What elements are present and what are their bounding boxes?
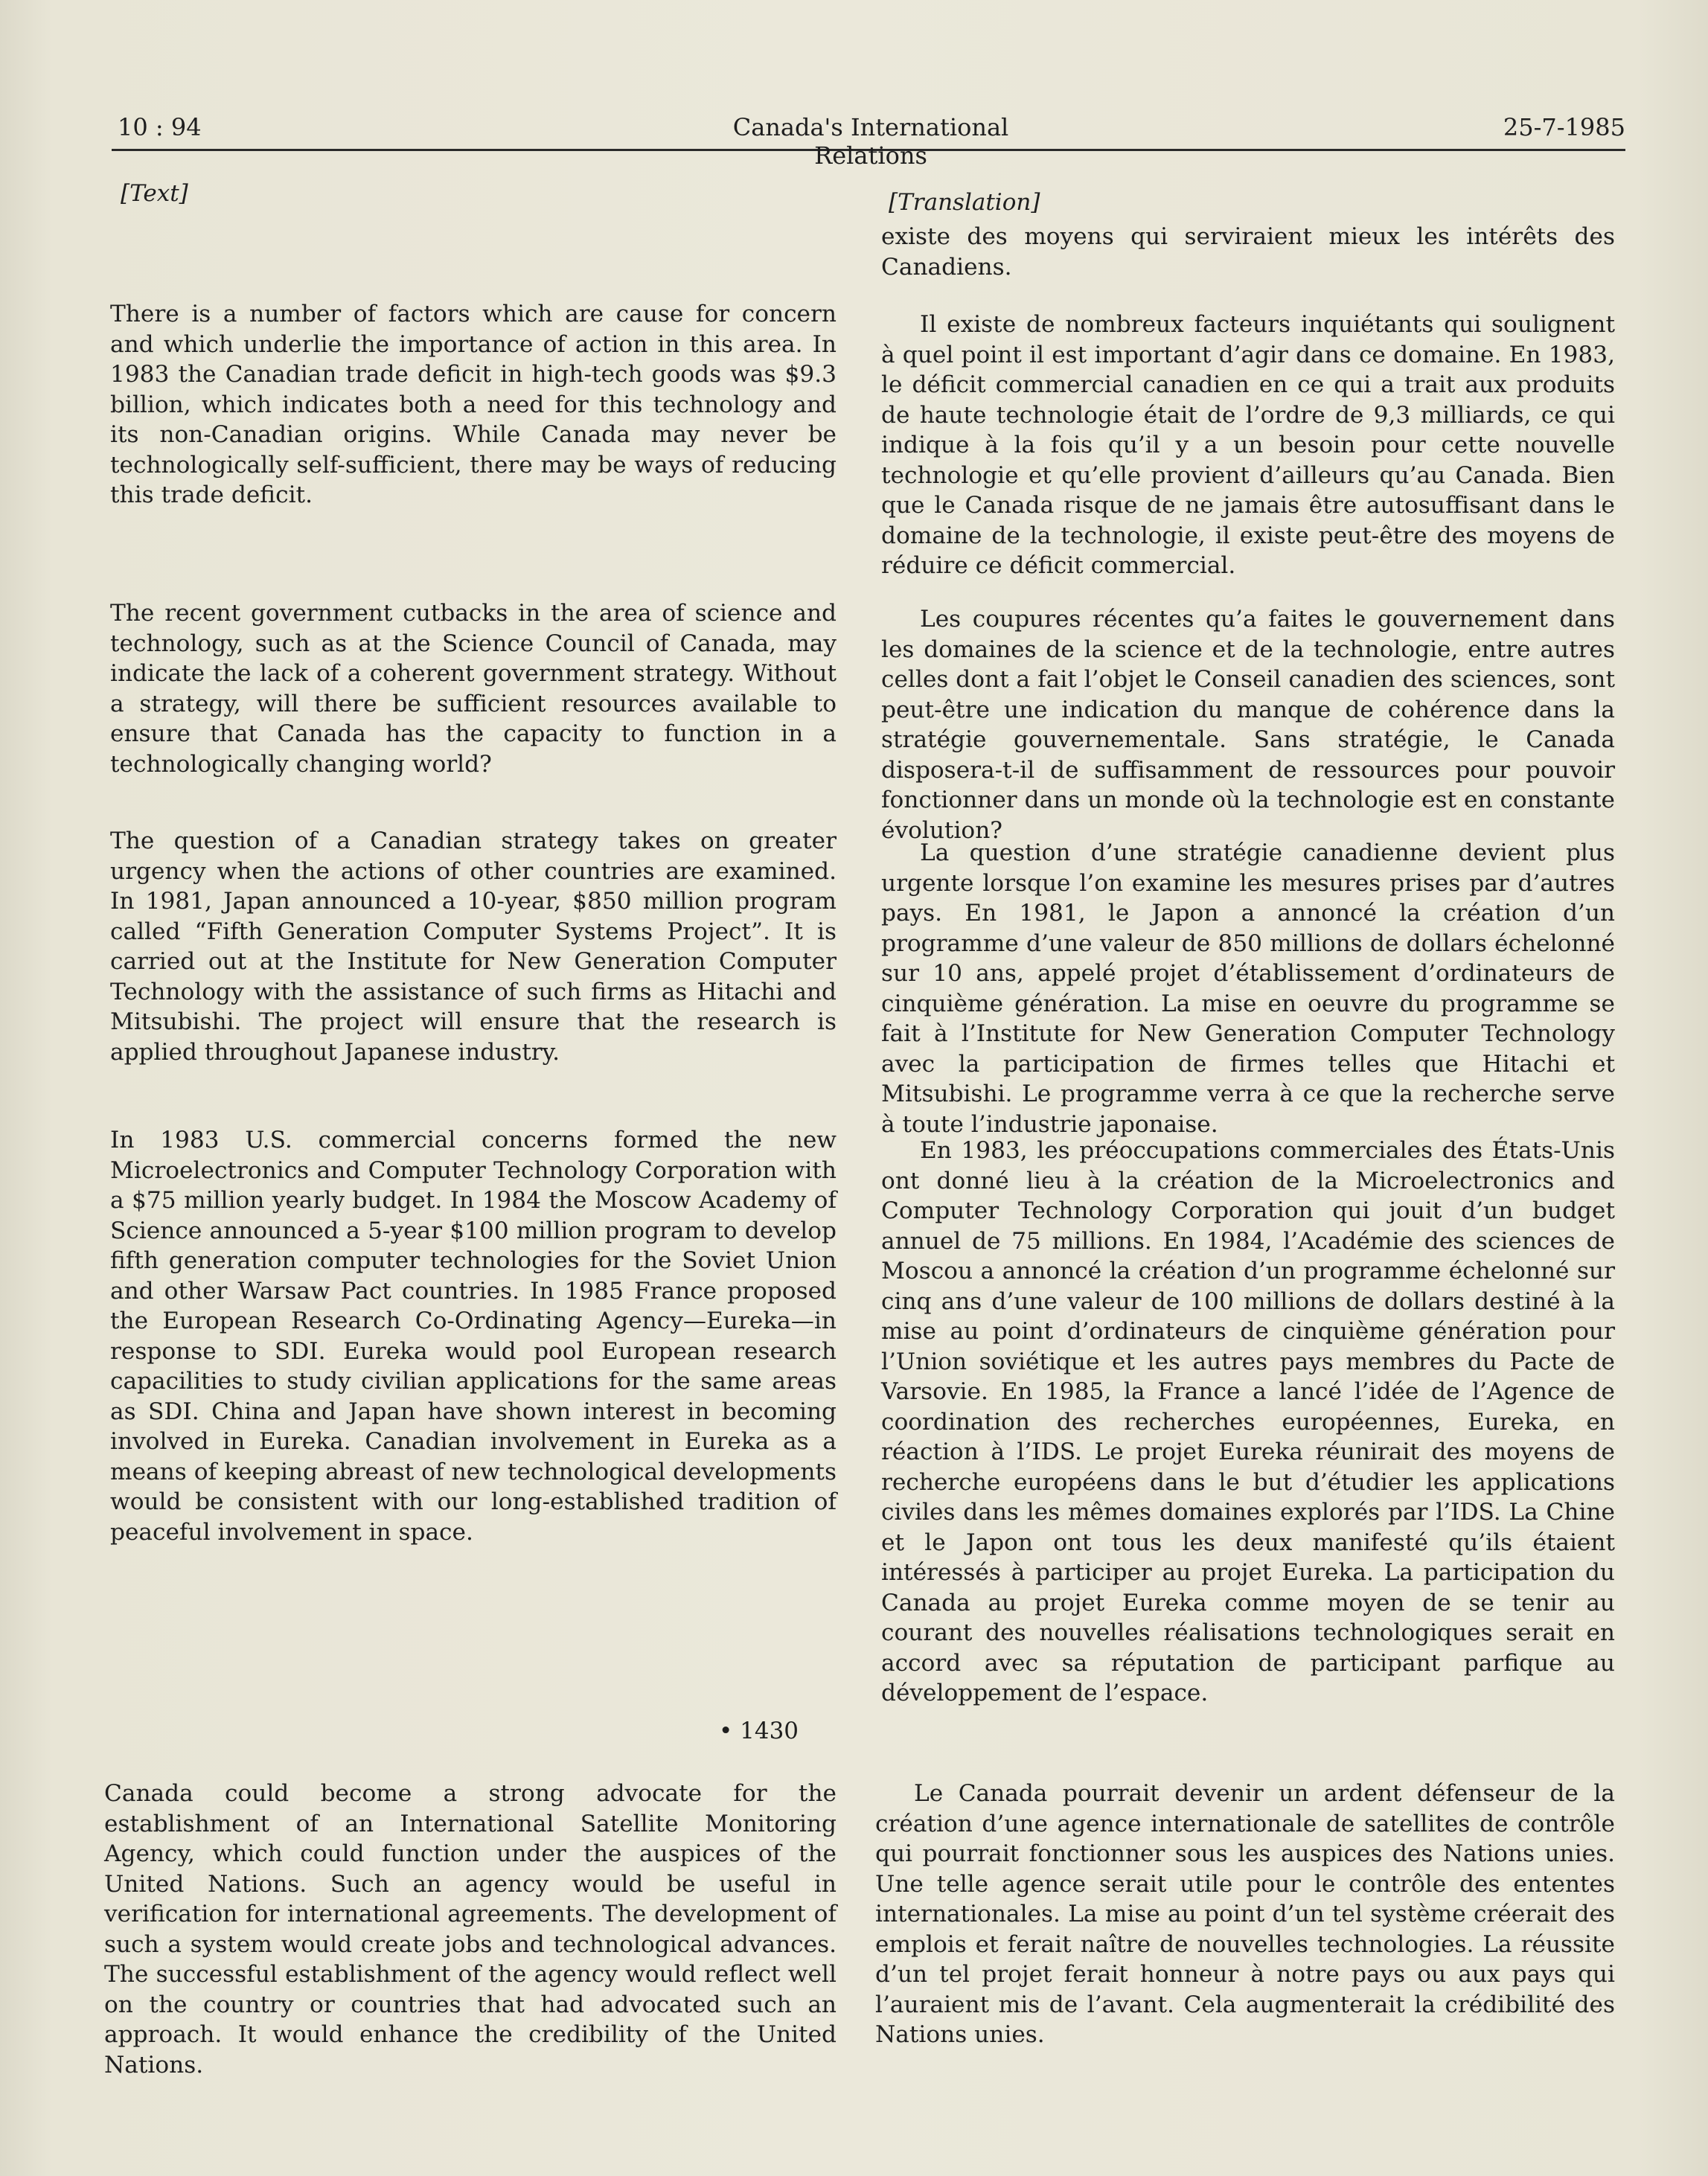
french-paragraph-1: existe des moyens qui serviraient mieux les intérêts des Canadiens. bbox=[881, 223, 1615, 281]
french-paragraph-2: Il existe de nombreux facteurs inquiétants qui soulignent à quel point il est important d’agir dans ce domaine. En 1983, le déficit commercial canadien en ce qui a trait aux produits de haute technologie était de l’ordre de 9,3 milliards, ce qui indique à la fois qu’il y a un besoin pour cette nouvelle technologie et qu’elle provient d’ailleurs qu’au Canada. Bien que le Canada risque de ne jamais être autosuffisant dans le domaine de la technologie, il existe peut-être des moyens de réduire ce déficit commercial. bbox=[881, 311, 1615, 579]
english-paragraph-5: Canada could become a strong advocate for the establishment of an International Satellite Monitoring Agency, which could function under the auspices of the United Nations. Such an agency would be useful in verification for international agreements. The development of such a system would create jobs and technological advances. The successful establishment of the agency would reflect well on the country or countries that had advocated such an approach. It would enhance the credibility of the United Nations. bbox=[104, 1780, 837, 2079]
english-paragraph-2: The recent government cutbacks in the area of science and technology, such as at the Science Council of Canada, may indicate the lack of a coherent government strategy. Without a strategy, will there be sufficient resources available to ensure that Canada has the capacity to function in a technologically changing world? bbox=[110, 600, 837, 778]
page-number: 10 : 94 bbox=[118, 113, 202, 141]
time-marker: • 1430 bbox=[719, 1718, 799, 1744]
header-date: 25-7-1985 bbox=[1503, 113, 1625, 141]
page-title: Canada's International Relations bbox=[732, 113, 1009, 170]
english-paragraph-4: In 1983 U.S. commercial concerns formed the new Microelectronics and Computer Technology Corporation with a $75 million yearly budget. In 1984 the Moscow Academy of Science announced a 5-year $100 million program to develop fifth generation computer technologies for the Soviet Union and other Warsaw Pact countries. In 1985 France proposed the European Research Co-Ordinating Agency—Eureka—in response to SDI. Eureka would pool European research capacilities to study civilian applications for the same areas as SDI. China and Japan have shown interest in becoming involved in Eureka. Canadian involvement in Eureka as a means of keeping abreast of new technological developments would be consistent with our long-established tradition of peaceful involvement in space. bbox=[110, 1127, 837, 1546]
french-paragraph-4: La question d’une stratégie canadienne devient plus urgente lorsque l’on examine les mesures prises par d’autres pays. En 1981, le Japon a annoncé la création d’un programme d’une valeur de 850 millions de dollars échelonné sur 10 ans, appelé projet d’établissement d’ordinateurs de cinquième génération. La mise en oeuvre du programme se fait à l’Institute for New Generation Computer Technology avec la participation de firmes telles que Hitachi et Mitsubishi. Le programme verra à ce que la recherche serve à toute l’industrie japonaise. bbox=[881, 839, 1615, 1138]
text-label: [Text] bbox=[121, 180, 188, 207]
english-paragraph-3: The question of a Canadian strategy takes on greater urgency when the actions of other countries are examined. In 1981, Japan announced a 10-year, $850 million program called “Fifth Generation Computer Systems Project”. It is carried out at the Institute for New Generation Computer Technology with the assistance of such firms as Hitachi and Mitsubishi. The project will ensure that the research is applied throughout Japanese industry. bbox=[110, 828, 837, 1066]
french-paragraph-6: Le Canada pourrait devenir un ardent défenseur de la création d’une agence internationale de satellites de contrôle qui pourrait fonctionner sous les auspices des Nations unies. Une telle agence serait utile pour le contrôle des ententes internationales. La mise au point d’un tel système créerait des emplois et ferait naître de nouvelles technologies. La réussite d’un tel projet ferait honneur à notre pays ou aux pays qui l’auraient mis de l’avant. Cela augmenterait la crédibilité des Nations unies. bbox=[875, 1780, 1615, 2048]
french-paragraph-5: En 1983, les préoccupations commerciales des États-Unis ont donné lieu à la création de la Microelectronics and Computer Technology Corporation qui jouit d’un budget annuel de 75 millions. En 1984, l’Académie des sciences de Moscou a annoncé la création d’un programme échelonné sur cinq ans d’une valeur de 100 millions de dollars destiné à la mise au point d’ordinateurs de cinquième génération pour l’Union soviétique et les autres pays membres du Pacte de Varsovie. En 1985, la France a lancé l’idée de l’Agence de coordination des recherches européennes, Eureka, en réaction à l’IDS. Le projet Eureka réunirait des moyens de recherche européens dans le but d’étudier les applications civiles dans les mêmes domaines explorés par l’IDS. La Chine et le Japon ont tous les deux manifesté qu’ils étaient intéressés à participer au projet Eureka. La participation du Canada au projet Eureka comme moyen de se tenir au courant des nouvelles réalisations technologiques serait en accord avec sa réputation de participant parfique au développement de l’espace. bbox=[881, 1137, 1615, 1706]
french-paragraph-3: Les coupures récentes qu’a faites le gouvernement dans les domaines de la science et de la technologie, entre autres celles dont a fait l’objet le Conseil canadien des sciences, sont peut-être une indication du manque de cohérence dans la stratégie gouvernementale. Sans stratégie, le Canada disposera-t-il de suffisamment de ressources pour pouvoir fonctionner dans un monde où la technologie est en constante évolution? bbox=[881, 606, 1615, 844]
english-paragraph-1: There is a number of factors which are cause for concern and which underlie the importance of action in this area. In 1983 the Canadian trade deficit in high-tech goods was $9.3 billion, which indicates both a need for this technology and its non-Canadian origins. While Canada may never be technologically self-sufficient, there may be ways of reducing this trade deficit. bbox=[110, 301, 837, 508]
running-header bbox=[112, 110, 1625, 170]
translation-label: [Translation] bbox=[889, 189, 1040, 216]
